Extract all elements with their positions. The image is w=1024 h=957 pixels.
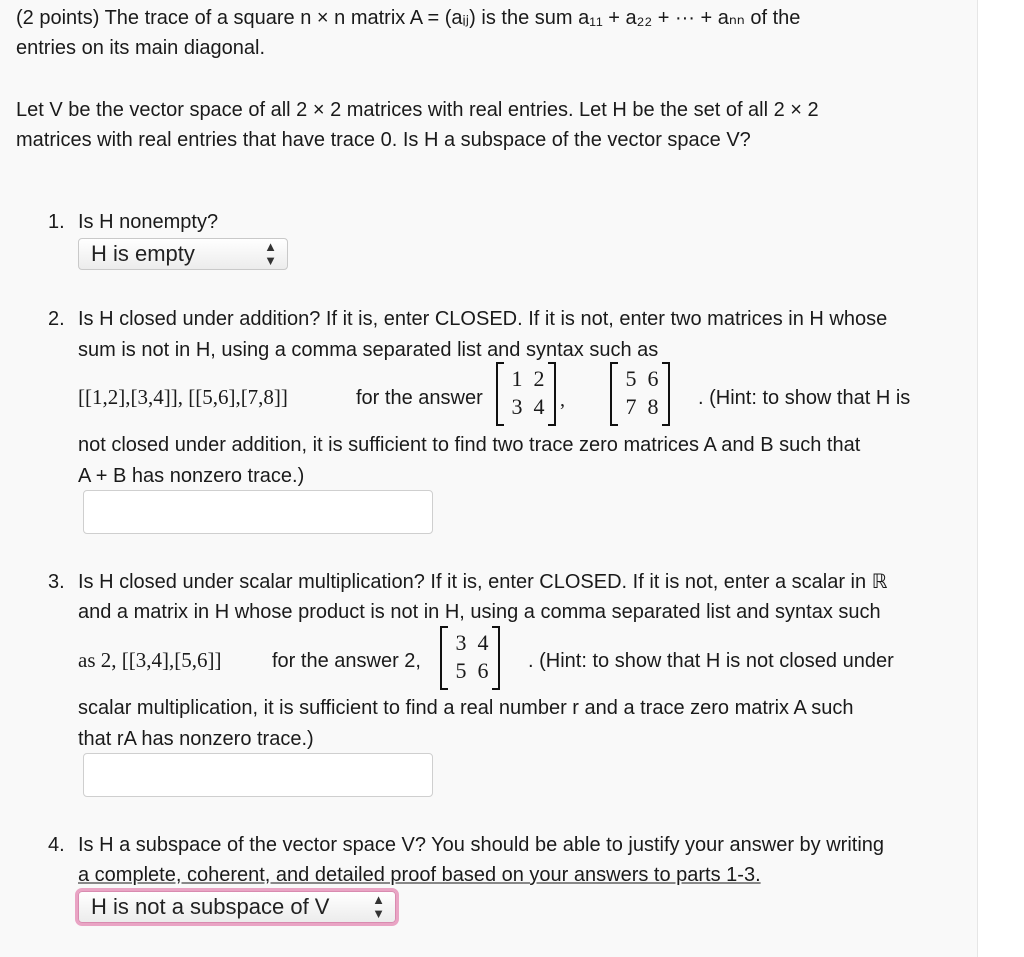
q3-line-2: and a matrix in H whose product is not in H, using a comma separated list and syntax such	[78, 601, 881, 623]
matrix-cell: 4	[533, 394, 545, 419]
matrix-cell: 5	[455, 658, 467, 683]
matrix-cell: 2	[533, 366, 545, 391]
q4-subspace-select[interactable]	[78, 891, 396, 923]
q3-line-5: that rA has nonzero trace.)	[78, 728, 314, 750]
matrix-cell: 6	[477, 658, 489, 683]
q1-number: 1.	[48, 211, 65, 233]
q2-example-matrix-b	[610, 362, 670, 426]
matrix-cell: 3	[511, 394, 523, 419]
q4-line-1: Is H a subspace of the vector space V? You should be able to justify your answer by writing	[78, 834, 885, 856]
q1-selected-value: H is empty	[91, 241, 195, 266]
setup-line-2: matrices with real entries that have trace 0. Is H a subspace of the vector space V?	[16, 129, 751, 151]
q1-prompt: Is H nonempty?	[78, 211, 219, 233]
q2-answer-input[interactable]	[83, 490, 433, 534]
matrix-cell: 8	[647, 394, 659, 419]
q2-matrix-comma: ,	[560, 389, 565, 411]
q2-line-4: not closed under addition, it is sufficient to find two trace zero matrices A and B such that	[78, 434, 861, 456]
select-updown-icon: ▲ ▼	[264, 239, 277, 268]
q3-line-4: scalar multiplication, it is sufficient to find a real number r and a trace zero matrix A such	[78, 697, 854, 719]
q3-number: 3.	[48, 571, 65, 593]
q3-answer-input[interactable]	[83, 753, 433, 797]
matrix-cell: 6	[647, 366, 659, 391]
matrix-cell: 5	[625, 366, 637, 391]
q2-number: 2.	[48, 308, 65, 330]
q2-line-1: Is H closed under addition? If it is, enter CLOSED. If it is not, enter two matrices in H whose	[78, 308, 888, 330]
q2-syntax-example: [[1,2],[3,4]], [[5,6],[7,8]]	[78, 385, 288, 409]
q4-line-2: a complete, coherent, and detailed proof based on your answers to parts 1-3.	[78, 864, 761, 886]
q2-example-matrix-a	[496, 362, 556, 426]
q1-nonempty-select[interactable]	[78, 238, 288, 270]
matrix-cell: 3	[455, 630, 467, 655]
matrix-cell: 7	[625, 394, 637, 419]
q3-syntax-example: as 2, [[3,4],[5,6]]	[78, 648, 222, 672]
q2-for-the-answer: for the answer	[356, 387, 483, 409]
intro-line-2: entries on its main diagonal.	[16, 37, 266, 59]
setup-line-1: Let V be the vector space of all 2 × 2 matrices with real entries. Let H be the set of all 2 × 2	[16, 99, 819, 121]
matrix-cell: 4	[477, 630, 489, 655]
q3-for-the-answer: for the answer 2,	[272, 650, 421, 672]
matrix-cell: 1	[511, 366, 523, 391]
q4-number: 4.	[48, 834, 65, 856]
q4-selected-value: H is not a subspace of V	[91, 894, 330, 919]
q2-hint-start: . (Hint: to show that H is	[698, 387, 911, 409]
q3-hint-start: . (Hint: to show that H is not closed under	[528, 650, 894, 672]
q2-line-5: A + B has nonzero trace.)	[78, 465, 305, 487]
q3-line-1: Is H closed under scalar multiplication? If it is, enter CLOSED. If it is not, enter a scalar in ℝ	[78, 571, 888, 593]
select-updown-icon: ▲ ▼	[372, 892, 385, 921]
intro-line-1: (2 points) The trace of a square n × n matrix A = (aᵢⱼ) is the sum a₁₁ + a₂₂ + ··· + aₙₙ of the	[16, 7, 801, 29]
q3-example-matrix	[440, 626, 500, 690]
q2-line-2: sum is not in H, using a comma separated list and syntax such as	[78, 339, 659, 361]
